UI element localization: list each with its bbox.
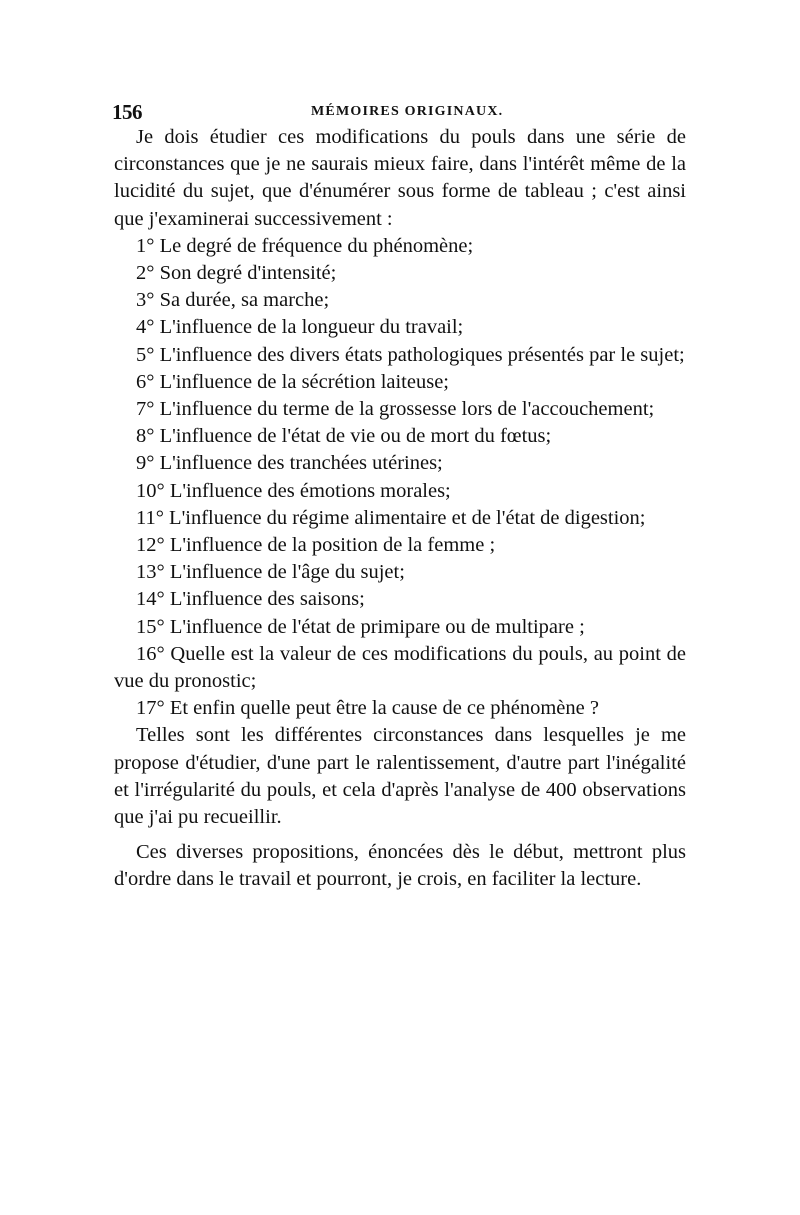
list-item-17: 17° Et enfin quelle peut être la cause de ce phénomène ? <box>136 697 599 720</box>
page-number: 156 <box>112 100 142 124</box>
list-item-10: 10° L'influence des émotions morales; <box>136 479 451 502</box>
paragraph-2: Telles sont les différentes circonstances dans lesquelles je me propose d'étudier, d'une part le ralentissement, d'autre part l'inégalité et l'irrégularité du pouls, et cela d'après l'analyse de 400 observations que j'ai pu recueillir. <box>114 724 686 829</box>
paragraph-3: Ces diverses propositions, énoncées dès le début, mettront plus d'ordre dans le travail et pourront, je crois, en faciliter la lecture. <box>114 841 686 891</box>
list-item-11: 11° L'influence du régime alimentaire et de l'état de digestion; <box>136 506 646 529</box>
list-item-7: 7° L'influence du terme de la grossesse lors de l'accouchement; <box>136 398 655 421</box>
list-item-12: 12° L'influence de la position de la femme ; <box>136 534 496 557</box>
list-item-2: 2° Son degré d'intensité; <box>136 262 337 285</box>
list-item-8: 8° L'influence de l'état de vie ou de mort du fœtus; <box>136 425 552 448</box>
list-item-13: 13° L'influence de l'âge du sujet; <box>136 561 405 584</box>
list-item-9: 9° L'influence des tranchées utérines; <box>136 452 443 475</box>
list-item-4: 4° L'influence de la longueur du travail; <box>136 316 464 339</box>
list-item-14: 14° L'influence des saisons; <box>136 588 365 611</box>
list-item-3: 3° Sa durée, sa marche; <box>136 289 330 312</box>
list-item-6: 6° L'influence de la sécrétion laiteuse; <box>136 370 449 393</box>
running-head <box>112 100 684 124</box>
list-item-16: 16° Quelle est la valeur de ces modifications du pouls, au point de vue du pronostic; <box>114 642 686 693</box>
list-item-15: 15° L'influence de l'état de primipare ou de multipare ; <box>136 615 585 638</box>
body-text <box>114 124 686 894</box>
intro-paragraph: Je dois étudier ces modifications du pouls dans une série de circonstances que je ne saurais mieux faire, dans l'intérêt même de la lucidité du sujet, que d'énumérer sous forme de tableau ; c'est ainsi que j'examinerai successivement : <box>114 126 686 230</box>
running-title: MÉMOIRES ORIGINAUX. <box>311 104 504 119</box>
list-item-5: 5° L'influence des divers états pathologiques présentés par le sujet; <box>136 343 685 366</box>
list-item-1: 1° Le degré de fréquence du phénomène; <box>136 234 474 257</box>
